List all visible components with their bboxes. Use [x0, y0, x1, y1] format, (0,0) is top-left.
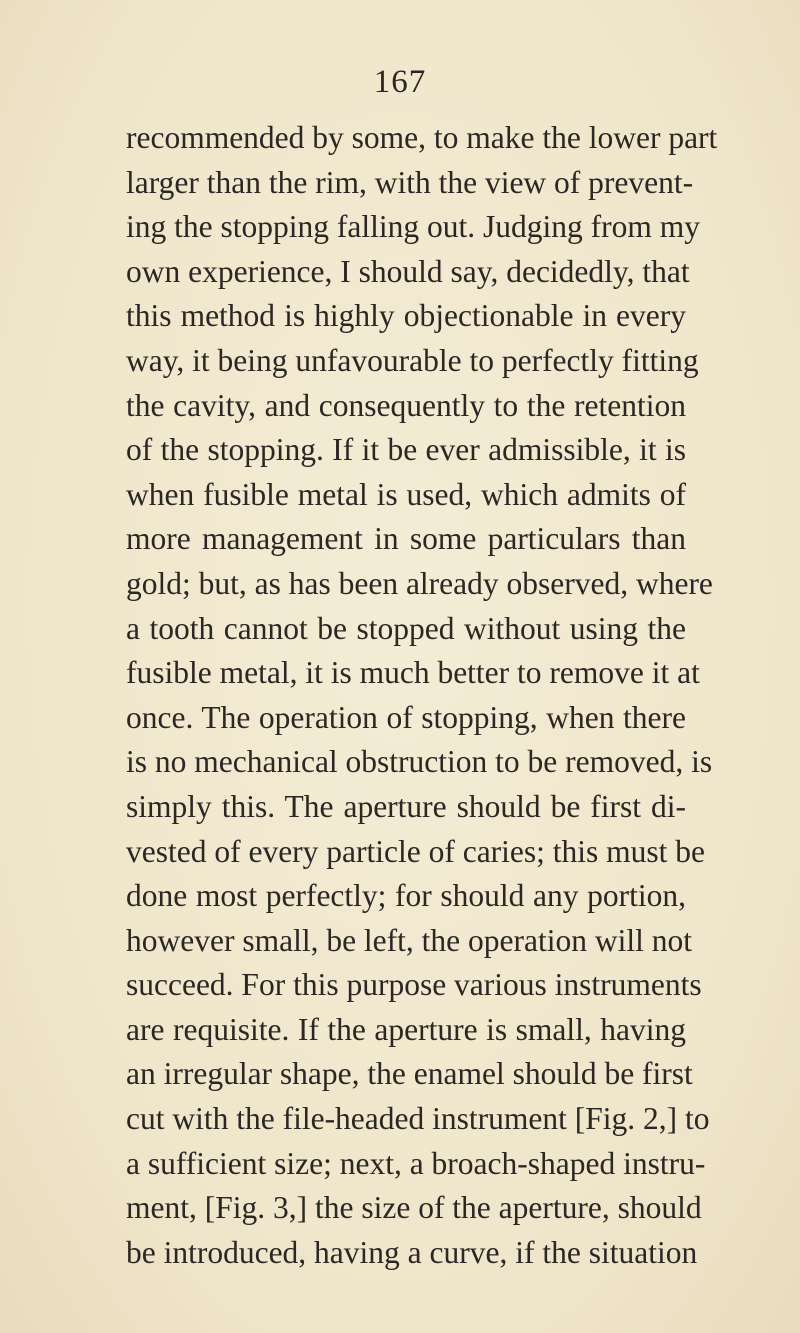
text-line: however small, be left, the operation will not	[126, 922, 692, 958]
text-line: are requisite. If the aperture is small, having	[126, 1011, 686, 1047]
text-line: is no mechanical obstruction to be removed, is	[126, 744, 713, 780]
text-line: succeed. For this purpose various instruments	[126, 967, 702, 1003]
text-line: fusible metal, it is much better to remove it at	[126, 655, 700, 691]
text-line: of the stopping. If it be ever admissible, it is	[126, 432, 686, 468]
text-line: the cavity, and consequently to the retention	[126, 387, 686, 423]
text-line: simply this. The aperture should be first di-	[126, 788, 686, 824]
text-line: recommended by some, to make the lower part	[126, 120, 718, 155]
text-line: own experience, I should say, decidedly, that	[126, 253, 690, 289]
text-line: vested of every particle of caries; this must be	[126, 833, 706, 869]
text-line: way, it being unfavourable to perfectly fitting	[126, 342, 699, 378]
text-line: larger than the rim, with the view of prevent-	[126, 164, 694, 200]
text-line: a sufficient size; next, a broach-shaped instru-	[126, 1145, 706, 1181]
body-text	[126, 116, 718, 1275]
text-line: when fusible metal is used, which admits of	[126, 476, 686, 512]
text-line: more management in some particulars than	[126, 521, 686, 557]
text-line: a tooth cannot be stopped without using the	[126, 610, 686, 646]
text-line: gold; but, as has been already observed, where	[126, 565, 713, 601]
text-line: this method is highly objectionable in every	[126, 298, 686, 334]
text-line: be introduced, having a curve, if the situation	[126, 1234, 698, 1270]
text-line: ing the stopping falling out. Judging from my	[126, 209, 700, 245]
text-line: done most perfectly; for should any portion,	[126, 878, 686, 914]
text-line: cut with the file-headed instrument [Fig. 2,] to	[126, 1101, 710, 1137]
text-line: an irregular shape, the enamel should be first	[126, 1056, 693, 1092]
text-line: ment, [Fig. 3,] the size of the aperture, should	[126, 1190, 702, 1226]
page-number: 167	[373, 64, 427, 100]
text-line: once. The operation of stopping, when there	[126, 699, 686, 735]
